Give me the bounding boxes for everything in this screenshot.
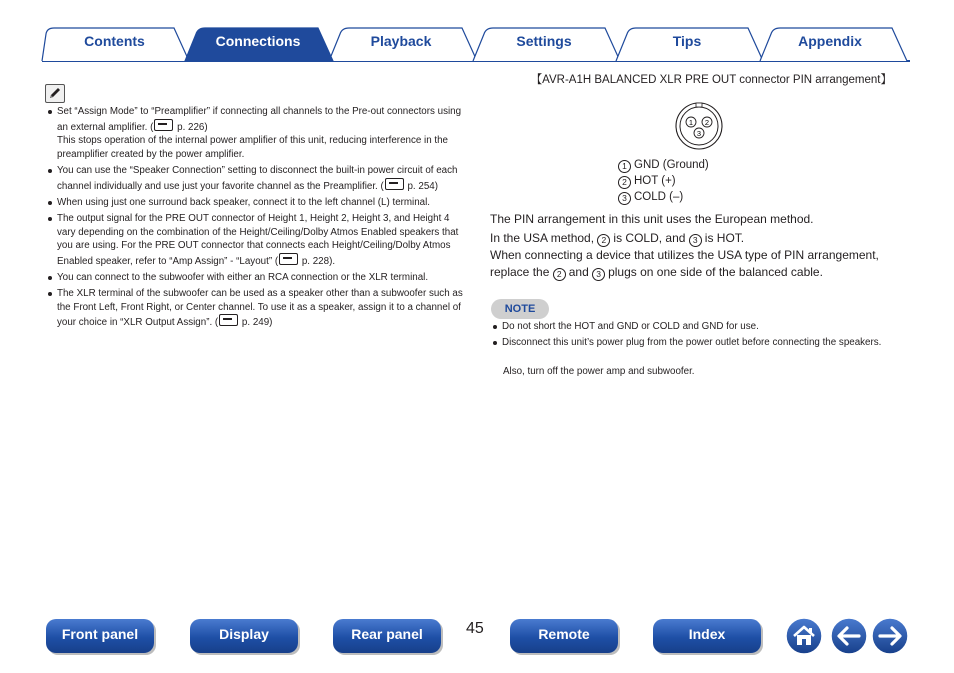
tab-tips[interactable]: Tips [672, 33, 702, 49]
memo-pencil-icon [45, 84, 65, 103]
list-item-text: You can use the “Speaker Connection” setting to disconnect the built-in power circuit of each channel individually and use just your favorite channel as the Preamplifier. [57, 164, 458, 192]
pin-legend-label: GND (Ground) [634, 159, 709, 171]
page-reference-icon [279, 253, 298, 265]
body-text-fragment: When connecting a device that utilizes the USA type of PIN arrangement, replace the [490, 248, 879, 279]
list-item [44, 271, 469, 285]
list-item-text: The XLR terminal of the subwoofer can be used as a speaker other than a subwoofer such as the Front Left, Front Right, or Center channel. To use it as a speaker, assign it to a channel of your choice in “XLR Output Assign”. [57, 288, 463, 329]
pin-number-circle: 2 [597, 234, 610, 247]
list-item: Do not short the HOT and GND or COLD and GND for use. [489, 320, 909, 334]
page-reference-link[interactable]: p. 249 [241, 317, 270, 329]
page-reference-icon [219, 314, 238, 326]
tab-contents[interactable]: Contents [84, 33, 145, 49]
tab-bar-shapes [0, 0, 954, 64]
pin-number-circle: 3 [618, 192, 631, 205]
pin-number-circle: 2 [553, 268, 566, 281]
tab-connections[interactable]: Connections [215, 33, 301, 49]
pin-legend-row [618, 189, 709, 205]
body-text-fragment: plugs on one side of the balanced cable. [608, 264, 823, 279]
tab-appendix[interactable]: Appendix [798, 33, 862, 49]
body-text-fragment: and [568, 264, 589, 279]
list-item: Disconnect this unit’s power plug from the power outlet before connecting the speakers. [489, 336, 909, 350]
rear-panel-button[interactable]: Rear panel [333, 619, 441, 653]
pin-1-label: 1 [688, 118, 694, 127]
page-number: 45 [466, 620, 484, 637]
pin-number-circle: 2 [618, 176, 631, 189]
body-text-fragment: is COLD, and [613, 231, 686, 245]
body-paragraph: The PIN arrangement in this unit uses the European method. [490, 212, 814, 226]
list-item [44, 196, 469, 210]
list-item-text: You can connect to the subwoofer with either an RCA connection or the XLR terminal. [57, 271, 429, 283]
pin-arrangement-heading: 【AVR-A1H BALANCED XLR PRE OUT connector PIN arrangement】 [530, 74, 892, 86]
list-item-tail: . [332, 255, 336, 267]
page-reference-link[interactable]: p. 226 [177, 121, 205, 133]
list-item: You can use the “Speaker Connection” setting to disconnect the built-in power circuit of each channel individually and use just your favorite channel as the Preamplifier. ( p. 254) [44, 164, 469, 193]
page-reference-link[interactable]: p. 228 [301, 255, 330, 267]
index-button[interactable]: Index [653, 619, 761, 653]
page-reference-icon [154, 119, 173, 131]
tab-bar [0, 0, 954, 64]
note-badge: NOTE [491, 299, 549, 319]
display-button[interactable]: Display [190, 619, 298, 653]
note-list [489, 320, 909, 352]
pin-2-label: 2 [704, 118, 710, 127]
tab-playback[interactable]: Playback [370, 33, 432, 49]
tips-list [44, 105, 469, 332]
pin-number-circle: 3 [592, 268, 605, 281]
body-paragraph [490, 230, 910, 247]
xlr-connector-diagram [675, 102, 723, 150]
back-button[interactable] [830, 617, 868, 655]
pin-3-label: 3 [696, 129, 702, 138]
page-reference-icon [385, 178, 404, 190]
pin-number-circle: 3 [689, 234, 702, 247]
remote-button[interactable]: Remote [510, 619, 618, 653]
body-text-fragment: In the USA method, [490, 231, 595, 245]
pin-number-circle: 1 [618, 160, 631, 173]
front-panel-button[interactable]: Front panel [46, 619, 154, 653]
list-item-text: When using just one surround back speaker, connect it to the left channel (L) terminal. [57, 196, 431, 208]
pin-legend-label: HOT (+) [634, 175, 676, 187]
home-button[interactable] [785, 617, 823, 655]
list-item-extra: This stops operation of the internal power amplifier of this unit, reducing interference in the preamplifier created by the power amplifier. [57, 135, 449, 160]
list-item: The XLR terminal of the subwoofer can be used as a speaker other than a subwoofer such as the Front Left, Front Right, or Center channel. To use it as a speaker, assign it to a channel of your choice in “XLR Output Assign”. ( p. 249) [44, 287, 469, 330]
pin-legend [618, 157, 709, 205]
body-paragraph [490, 247, 910, 281]
pin-legend-label: COLD (–) [634, 191, 684, 203]
list-item-text: The output signal for the PRE OUT connector of Height 1, Height 2, Height 3, and Height 4 vary depending on the combination of the Height/Ceiling/Dolby Atmos Enabled speakers that you are using. For the PRE OUT connector that connects each Height/Ceiling/Dolby Atmos Enabled speaker, refer to “Amp Assign” - “Layout” [57, 212, 459, 267]
page-reference-link[interactable]: p. 254 [407, 180, 435, 192]
list-item-text: Set “Assign Mode” to “Preamplifier” if connecting all channels to the Pre-out connectors using an external amplifier. [57, 106, 462, 133]
body-text-fragment: is HOT. [704, 231, 745, 245]
list-item: Set “Assign Mode” to “Preamplifier” if connecting all channels to the Pre-out connectors using an external amplifier. ( p. 226) This stops operation of the internal power amplifier of this unit, reducing interference in the preamplifier created by the power amplifier. [44, 105, 469, 161]
list-item: The output signal for the PRE OUT connector of Height 1, Height 2, Height 3, and Height 4 vary depending on the combination of the Height/Ceiling/Dolby Atmos Enabled speakers that you are using. For the PRE OUT connector that connects each Height/Ceiling/Dolby Atmos Enabled speaker, refer to “Amp Assign” - “Layout” ( p. 228). [44, 212, 469, 268]
note-extra-text: Also, turn off the power amp and subwoofer. [503, 366, 695, 377]
pin-legend-row [618, 173, 709, 189]
forward-button[interactable] [871, 617, 909, 655]
pin-legend-row [618, 157, 709, 173]
tab-settings[interactable]: Settings [516, 33, 572, 49]
